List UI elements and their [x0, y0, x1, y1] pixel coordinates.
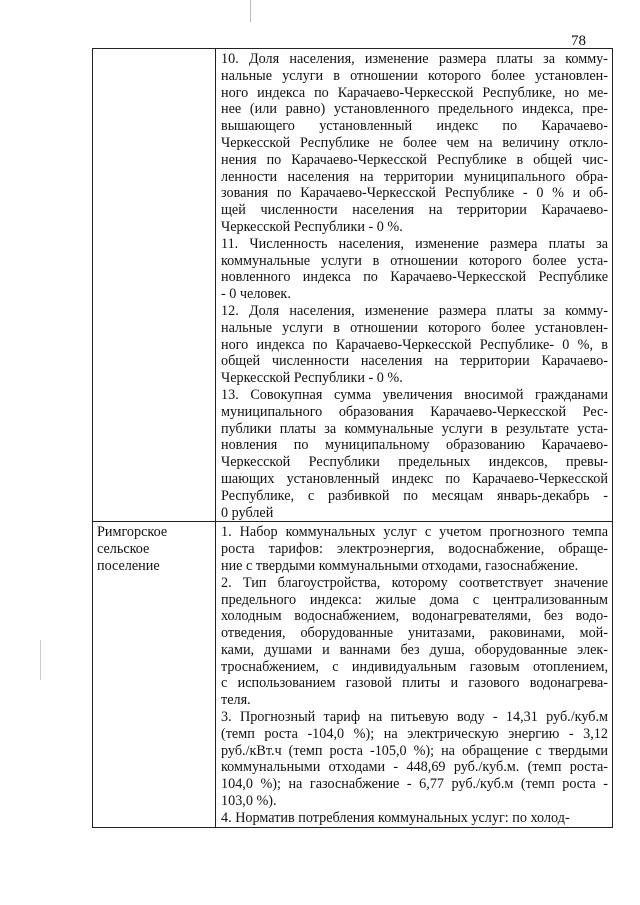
indicator-paragraph	[221, 709, 608, 810]
indicator-paragraph	[221, 303, 608, 387]
text-line: ного индекса по Карачаево-Черкесской Республике- 0 %, в	[221, 336, 608, 353]
municipality-name-line: поселение	[97, 557, 160, 574]
text-line: 3. Прогнозный тариф на питьевую воду - 14,31 руб./куб.м	[221, 709, 608, 726]
text-line: теля.	[221, 692, 251, 709]
scan-artifact-line	[250, 0, 251, 22]
text-line: Черкесской Республики - 0 %.	[221, 370, 403, 387]
text-line: щей численности населения на территории Карачаево-	[221, 202, 608, 219]
text-line: Республике, с разбивкой по месяцам январь-декабрь -	[221, 487, 608, 504]
text-line: ленности населения на территории муниципального обра-	[221, 168, 608, 185]
municipality-name-line: Римгорское	[97, 524, 168, 541]
text-line: холодным водоснабжением, водонагревателями, без водо-	[221, 608, 608, 625]
text-line: 10. Доля населения, изменение размера платы за комму-	[221, 51, 608, 67]
indicator-paragraph	[221, 810, 608, 827]
indicators-cell	[216, 522, 613, 827]
table-row	[93, 522, 613, 827]
page-number: 78	[571, 33, 586, 49]
indicator-paragraph	[221, 236, 608, 303]
text-line: нальные услуги в отношении которого более установлен-	[221, 67, 608, 84]
text-line: шающих установленный индекс по Карачаево-Черкесской	[221, 470, 608, 487]
text-line: новленного индекса по Карачаево-Черкесской Республике	[221, 269, 608, 286]
text-line: публики платы за коммунальные услуги в результате уста-	[221, 420, 608, 437]
text-line: ние с твердыми коммунальными отходами, газоснабжение.	[221, 557, 579, 574]
text-line: 104,0 %); на газоснабжение - 6,77 руб./куб.м (темп роста -	[221, 776, 608, 793]
text-line: 2. Тип благоустройства, которому соответствует значение	[221, 574, 608, 591]
text-line: нальные услуги в отношении которого более установлен-	[221, 319, 608, 336]
text-line: с использованием газовой плиты и газового водонагрева-	[221, 675, 608, 692]
text-line: троснабжением, с индивидуальным газовым отоплением,	[221, 658, 608, 675]
text-line: 12. Доля населения, изменение размера платы за комму-	[221, 302, 608, 319]
text-line: Черкесской Республики предельных индексов, превы-	[221, 454, 608, 471]
table-row	[93, 49, 613, 522]
text-line: коммунальные услуги в отношении которого более уста-	[221, 252, 608, 269]
text-line: Черкесской Республике не более чем на величину откло-	[221, 134, 608, 151]
text-line: 0 рублей	[221, 504, 274, 521]
text-line: 11. Численность населения, изменение размера платы за	[221, 235, 608, 252]
municipality-name-cell	[93, 522, 216, 827]
text-line: предельного индекса: жилые дома с централизованным	[221, 591, 608, 608]
municipality-name-cell	[93, 49, 216, 522]
text-line: новления по муниципальному образованию Карачаево-	[221, 437, 608, 454]
municipality-table	[92, 48, 613, 828]
text-line: отведения, оборудованные унитазами, раковинами, мой-	[221, 625, 608, 642]
scan-artifact-mark	[40, 640, 41, 680]
text-line: общей численности населения на территории Карачаево-	[221, 353, 608, 370]
municipality-name-line: сельское	[97, 541, 150, 558]
indicator-paragraph	[221, 51, 608, 236]
text-line: 13. Совокупная сумма увеличения вносимой гражданами	[221, 386, 608, 403]
text-line: 103,0 %).	[221, 793, 277, 810]
text-line: 1. Набор коммунальных услуг с учетом прогнозного темпа	[221, 524, 608, 541]
text-line: 4. Норматив потребления коммунальных услуг: по холод-	[221, 809, 570, 826]
text-line: муниципального образования Карачаево-Черкесской Рес-	[221, 403, 608, 420]
text-line: зования по Карачаево-Черкесской Республике - 0 % и об-	[221, 185, 608, 202]
text-line: ного индекса по Карачаево-Черкесской Республике, но ме-	[221, 84, 608, 101]
text-line: ками, душами и ваннами без душа, оборудованные элек-	[221, 641, 608, 658]
text-line: вышающего установленный индекс по Карачаево-	[221, 118, 608, 135]
indicator-paragraph	[221, 524, 608, 574]
text-line: (темп роста -104,0 %); на электрическую энергию - 3,12	[221, 725, 608, 742]
indicator-paragraph	[221, 387, 608, 521]
text-line: роста тарифов: электроэнергия, водоснабжение, обраще-	[221, 541, 608, 558]
text-line: Черкесской Республики - 0 %.	[221, 218, 403, 235]
text-line: нения по Карачаево-Черкесской Республике в общей чис-	[221, 151, 608, 168]
text-line: нее (или равно) установленного предельного индекса, пре-	[221, 101, 608, 118]
text-line: - 0 человек.	[221, 286, 291, 303]
text-line: коммунальными отходами - 448,69 руб./куб.м. (темп роста-	[221, 759, 608, 776]
indicator-paragraph	[221, 575, 608, 709]
text-line: руб./кВт.ч (темп роста -105,0 %); на обращение с твердыми	[221, 742, 608, 759]
indicators-cell	[216, 49, 613, 522]
